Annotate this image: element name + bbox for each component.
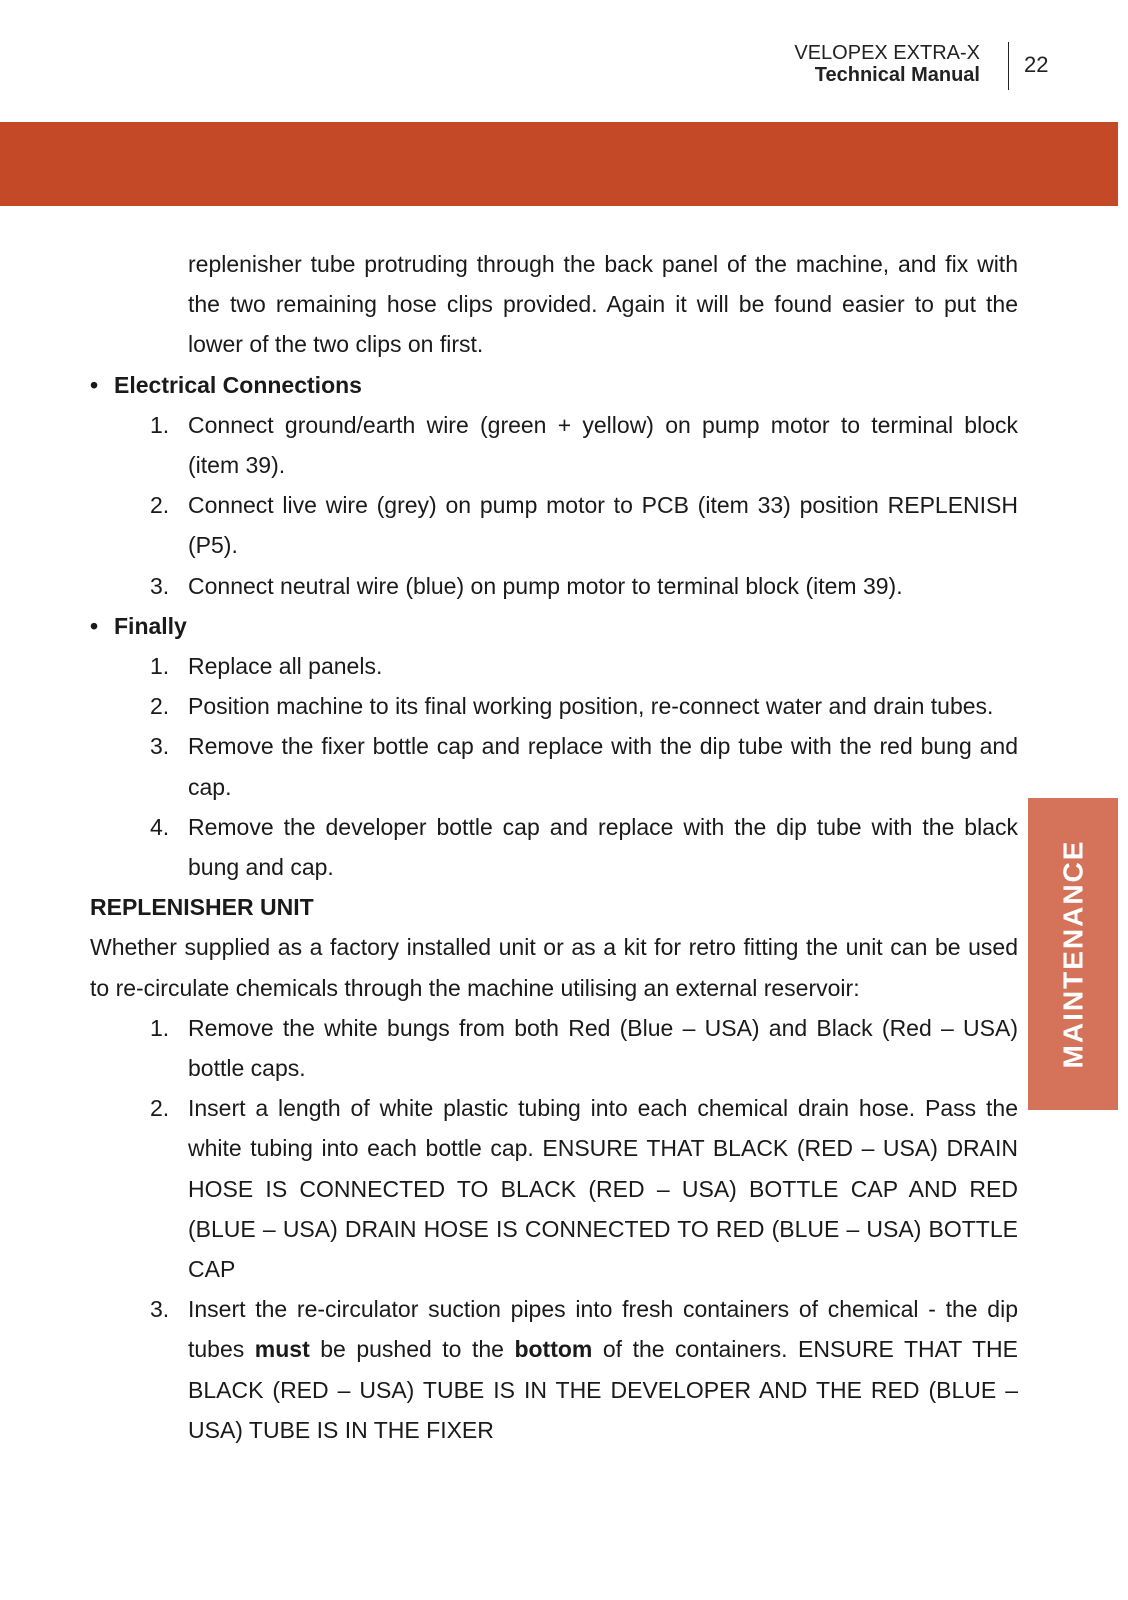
intro-paragraph: replenisher tube protruding through the back panel of the machine, and fix with the two remaining hose clips provided. Again it will be found easier to put the lower of the two clips on first. (188, 251, 1018, 358)
list-item (90, 1088, 1018, 1289)
list-number: 3. (150, 572, 170, 599)
bullet-icon: • (90, 371, 99, 398)
list-item (90, 1289, 1018, 1450)
header-color-band (0, 122, 1118, 206)
replenisher-intro: Whether supplied as a factory installed unit or as a kit for retro fitting the unit can be used to re-circulate chemicals through the machine utilising an external reservoir: (90, 934, 1018, 1001)
list-text: Connect ground/earth wire (green + yellow) on pump motor to terminal block (item 39). (188, 411, 1018, 479)
bullet-icon: • (90, 612, 99, 639)
list-text: Insert a length of white plastic tubing into each chemical drain hose. Pass the white tubing into each bottle cap. ENSURE THAT BLACK (RED – USA) DRAIN HOSE IS CONNECTED TO BLACK (RED – USA) BOTTLE CAP AND RED (BLUE – USA) DRAIN HOSE IS CONNECTED TO RED (BLUE – USA) BOTTLE CAP (188, 1095, 1018, 1283)
list-item (90, 807, 1018, 887)
header-divider (1008, 42, 1009, 90)
list-number: 3. (150, 733, 170, 760)
list-text: Remove the fixer bottle cap and replace with the dip tube with the red bung and cap. (188, 733, 1018, 800)
emphasis-must: must (254, 1336, 310, 1363)
list-number: 2. (150, 492, 170, 519)
bullet-heading-electrical (90, 365, 1018, 405)
list-item (90, 726, 1018, 806)
list-item (90, 1008, 1018, 1088)
list-number: 3. (150, 1296, 170, 1323)
list-item (90, 646, 1018, 686)
header-product-name: VELOPEX EXTRA-X (794, 42, 980, 64)
list-text: Replace all panels. (188, 653, 383, 680)
list-text: Insert the re-circulator suction pipes into fresh containers of chemical - the dip tubes (188, 1296, 1018, 1363)
list-item (90, 485, 1018, 565)
emphasis-bottom: bottom (514, 1336, 593, 1363)
side-tab-label: MAINTENANCE (1057, 839, 1089, 1069)
list-number: 1. (150, 411, 170, 438)
list-text: Connect live wire (grey) on pump motor to PCB (item 33) position REPLENISH (P5). (188, 492, 1018, 559)
list-number: 1. (150, 653, 170, 680)
list-item (90, 686, 1018, 726)
list-number: 1. (150, 1014, 170, 1041)
electrical-heading: Electrical Connections (114, 371, 362, 398)
list-number: 4. (150, 813, 170, 840)
header-document-title: Technical Manual (814, 64, 980, 86)
list-item (90, 566, 1018, 606)
list-text: Connect neutral wire (blue) on pump motor to terminal block (item 39). (188, 572, 903, 599)
section-heading-replenisher: REPLENISHER UNIT (90, 894, 314, 921)
list-text: Remove the white bungs from both Red (Blue – USA) and Black (Red – USA) bottle caps. (188, 1014, 1018, 1082)
running-header (794, 42, 980, 86)
list-number: 2. (150, 1095, 170, 1122)
bullet-heading-finally (90, 606, 1018, 646)
page-number: 22 (1024, 52, 1049, 77)
list-item (90, 405, 1018, 485)
list-text: of the containers. ENSURE THAT THE BLACK (RED – USA) TUBE IS IN THE DEVELOPER AND THE RED (BLUE – USA) TUBE IS IN THE FIXER (188, 1336, 1019, 1443)
list-text: Position machine to its final working position, re-connect water and drain tubes. (188, 693, 994, 720)
list-number: 2. (150, 693, 170, 720)
list-text: be pushed to the (309, 1336, 515, 1363)
finally-heading: Finally (114, 612, 187, 639)
page-content (90, 244, 1018, 1450)
list-text: Remove the developer bottle cap and replace with the dip tube with the black bung and cap. (188, 813, 1018, 881)
section-side-tab (1028, 798, 1118, 1110)
